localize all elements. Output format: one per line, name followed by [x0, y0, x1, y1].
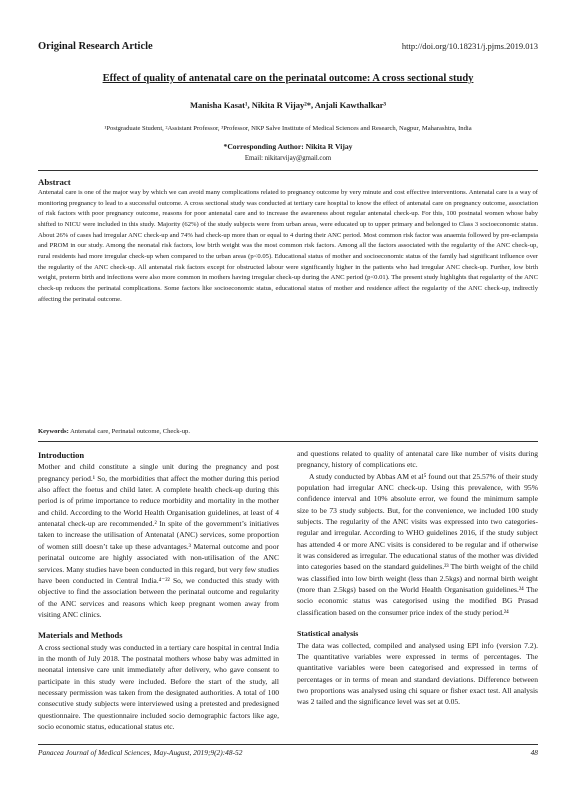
- statistical-analysis-heading: Statistical analysis: [297, 629, 359, 639]
- abstract-heading: Abstract: [38, 177, 71, 187]
- right-column: [297, 448, 538, 708]
- methods-text: A cross sectional study was conducted in a tertiary care hospital in central India in the month of July 2018. The postnatal mothers whose baby was admitted in neonatal intensive care unit immediately after delivery, who gave consent to participate in this study were included. Before the start of the study, all necessary permission was taken from the designated authorities. A total of 100 consecutive study subjects were interviewed using a pretested and predesigned questionnaire. The questionnaire included socio demographic factors like age, socio economic status, educational status etc.: [38, 642, 279, 732]
- footer-divider: [38, 744, 538, 745]
- introduction-heading: Introduction: [38, 450, 85, 460]
- introduction-text: Mother and child constitute a single unit during the pregnancy and post pregnancy period.¹ So, the morbidities that affect the mother during this period also affect the foetus and child later. A complete health check-up during this period is of prime importance to reduce morbidity and mortality in the mother and child. According to the World Health Organisation guidelines, at least of 4 antenatal check-up are recommended.² In spite of the government’s initiatives taken to increase the utilisation of Antenatal (ANC) services, some proportion of women still doesn’t take up these advantages.³ Maternal outcome and poor perinatal outcome are highly associated with non-utilisation of the ANC services. Many studies have been conducted in this regard, but very few studies have been conducted in Central India.⁴⁻²² So, we conducted this study with objective to find the association between the perinatal outcome and regularity of the ANC services and reasons which keep pregnant women away from visiting ANC clinics.: [38, 462, 279, 619]
- left-column: [38, 450, 279, 732]
- section-gap: [297, 618, 538, 628]
- sample-size-text: A study conducted by Abbas AM et al⁵ found out that 25.57% of their study population had irregular ANC check-up. Using this prevalence, with 95% confidence interval and 10% absolute error, we found the minimum sample size to be 73 study subjects. But, for the convenience, we included 100 study subjects. The regularity of the ANC visits was expressed into two categories-regular and irregular. According to WHO guidelines 2016, if the study subject has attended 4 or more ANC visits is considered to be regular and if otherwise it was considered as irregular. The educational status of the mother was divided into categories based on the standard guidelines.²³ The birth weight of the child was classified into low birth weight (less than 2.5kgs) and normal birth weight (more than 2.5kgs) based on the World Health Organisation guidelines.²⁴ The socio economic status was categorised using the modified BG Prasad classification based on the consumer price index of the study period.²⁴: [297, 471, 538, 617]
- abstract-text: Antenatal care is one of the major way by which we can avoid many complications related to pregnancy outcome by very minute and cost effective interventions. Antenatal care is a way of monitoring pregnancy to lead to a successful outcome. A cross sectional study was conducted at tertiary care hospital to know the effect of antenatal care on pregnancy outcome, association of risk factors with poor pregnancy outcome, reasons for poor antenatal care and to increase the awareness about regular antenatal check-up. For this, 100 postnatal women whose baby shifted to NICU were included in this study. Majority (62%) of the study subjects were from urban areas, were educated up to upper primary and belonged to Class 3 socioeconomic status. About 26% of cases had irregular ANC check-up and 74% had check-up more than or equal to 4 during their ANC period. Most common risk factor was anaemia followed by pre-eclampsia and PROM in our study. Among the neonatal risk factors, low birth weight was the most common risk factors. Among all the factors associated with the regularity of the ANC check-up, rural residents had more irregular check-up when compared to the urban areas (p<0.05). Educational status of mother and socioeconomic status of the family had significant influence over the regularity of the ANC check-up. All antenatal risk factors except for obstructed labour were significantly higher in the patients who had irregular ANC check-up. Further, low birth weight, preterm birth and infections were also more common in mothers having irregular check-up during the ANC period (p<0.01). The present study highlights that regularity of the ANC check-up reduces the perinatal complications. Some factors like socioeconomic status, educational status of mother and residence affect the regularity of the ANC check-up, indirectly affecting the perinatal outcome.: [38, 189, 538, 303]
- doi-link[interactable]: http://doi.org/10.18231/j.pjms.2019.013: [401, 41, 538, 51]
- keywords-text: Antenatal care, Perinatal outcome, Check-up.: [68, 428, 190, 435]
- journal-citation: Panacea Journal of Medical Sciences, May-August, 2019;9(2):48-52: [38, 748, 243, 757]
- section-gap: [38, 620, 279, 630]
- keywords-divider: [38, 441, 538, 442]
- top-divider: [38, 170, 538, 171]
- corresponding-author: *Corresponding Author: Nikita R Vijay: [223, 142, 353, 151]
- corresponding-email[interactable]: Email: nikitarvijay@gmail.com: [244, 155, 332, 162]
- paper-title: Effect of quality of antenatal care on the perinatal outcome: A cross sectional study: [102, 73, 474, 84]
- author-list: Manisha Kasat¹, Nikita R Vijay²*, Anjali Kawthalkar³: [189, 100, 387, 110]
- methods-heading: Materials and Methods: [38, 630, 123, 641]
- article-type-label: Original Research Article: [38, 41, 153, 52]
- affiliations: ¹Postgraduate Student, ²Assistant Professor, ³Professor, NKP Salve Institute of Medical Sciences and Research, Nagpur, Maharashtra, India: [104, 125, 472, 132]
- page-number: 48: [530, 748, 538, 757]
- keywords-label: Keywords:: [38, 428, 69, 435]
- statistical-analysis-text: The data was collected, compiled and analysed using EPI info (version 7.2). The quantitative variables were expressed in terms of percentages. The quantitative variables were been categorised and expressed in terms of percentages or in terms of mean and standard deviations. Difference between two proportions was analysed using chi square or fisher exact test. All analysis was 2 tailed and the significance level was set at 0.05.: [297, 640, 538, 707]
- methods-continued-text: and questions related to quality of antenatal care like number of visits during pregnancy, history of complications etc.: [297, 449, 538, 470]
- keywords-line: [38, 428, 538, 435]
